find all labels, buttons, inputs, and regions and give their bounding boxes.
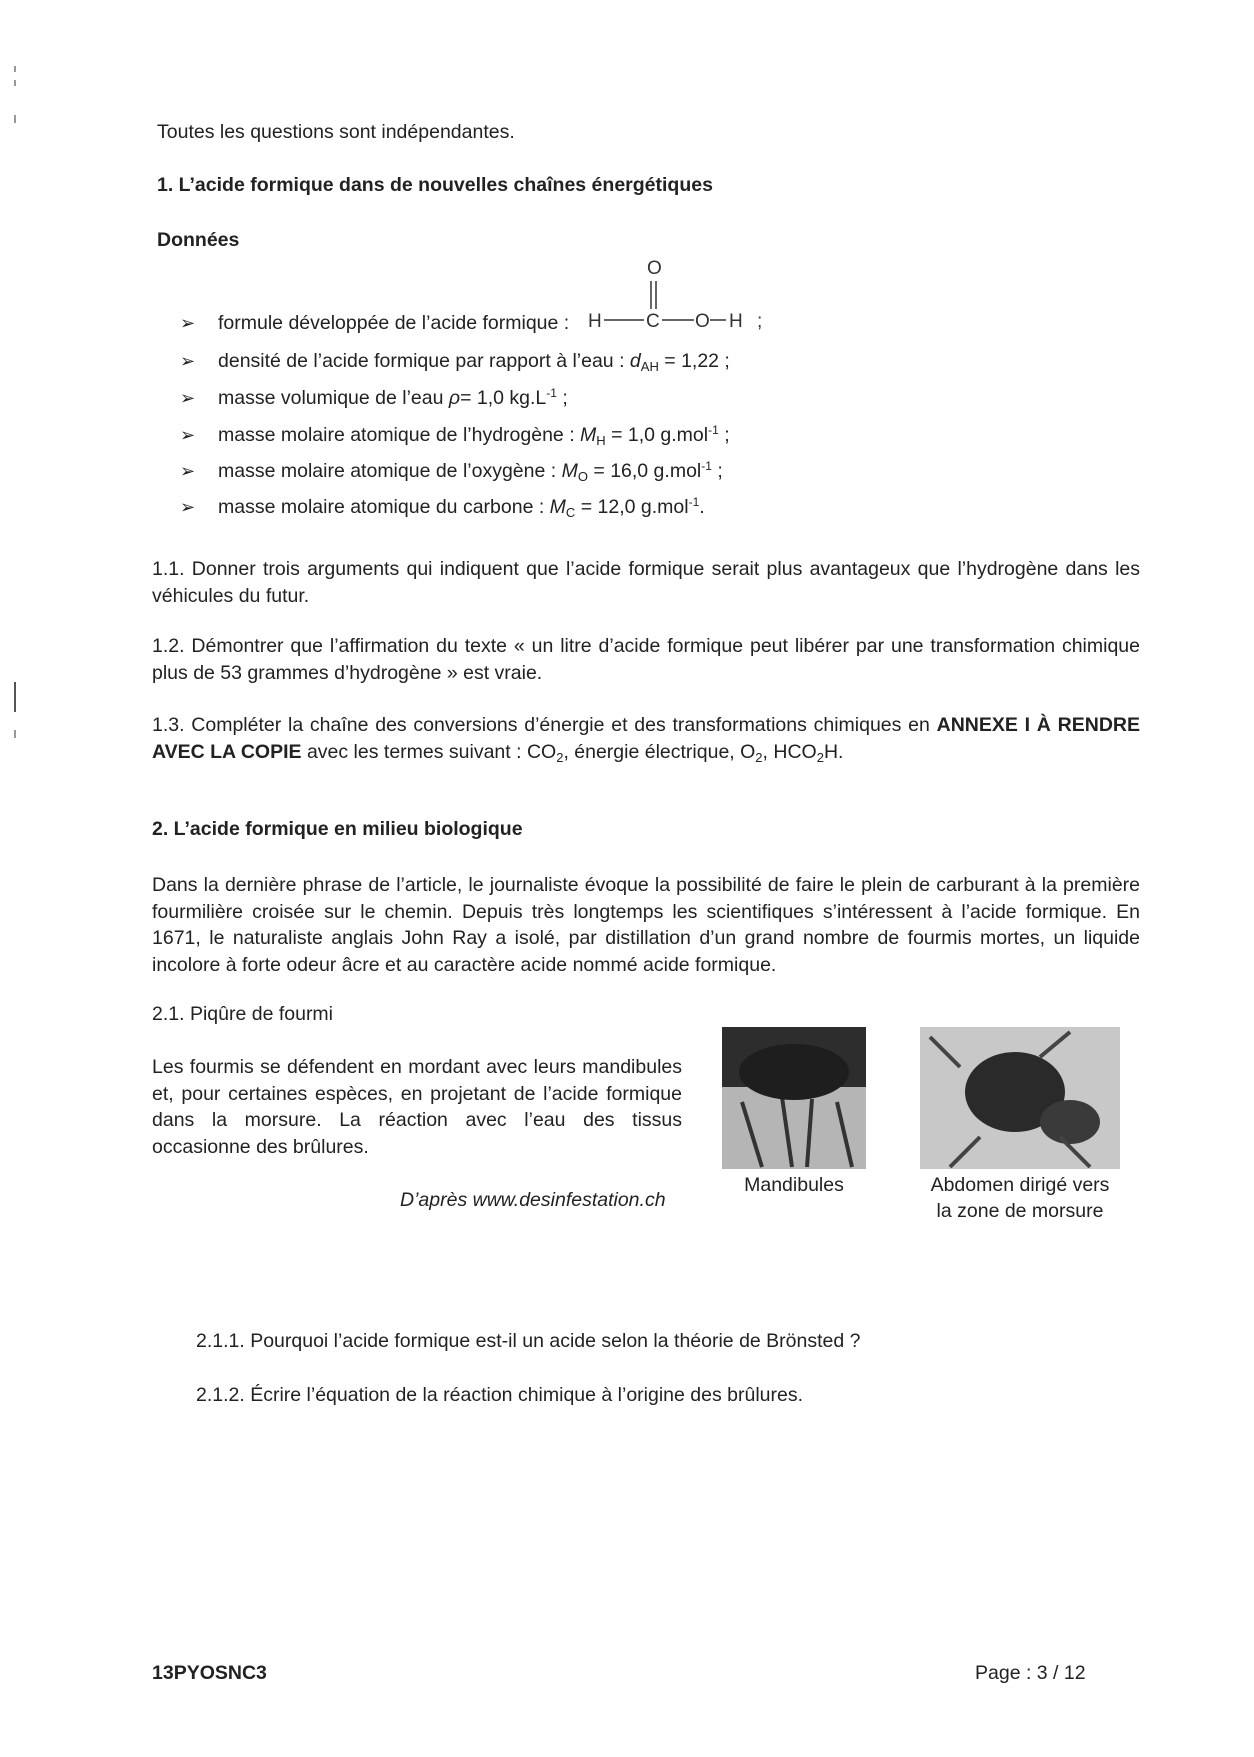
donnees-title: Données	[157, 229, 240, 251]
atom-h-left: H	[588, 311, 602, 332]
bullet-mo: ➢ masse molaire atomique de l’oxygène : $M_O = 16,0$ g.mol$^{-1}$ ;	[180, 459, 723, 484]
atom-o-top: O	[647, 258, 662, 279]
scan-mark	[14, 682, 16, 712]
scan-mark	[14, 730, 16, 738]
question-2-1-2: 2.1.2. Écrire l’équation de la réaction chimique à l’origine des brûlures.	[196, 1384, 804, 1406]
source-credit: D’après www.desinfestation.ch	[400, 1189, 666, 1211]
footer-code: 13PYOSNC3	[152, 1662, 267, 1684]
caption-abdomen	[900, 1172, 1140, 1224]
footer-page-number: Page : 3 / 12	[975, 1662, 1086, 1684]
mandibles-photo	[722, 1027, 866, 1169]
arrow-bullet-icon: ➢	[180, 461, 196, 481]
abdomen-photo	[920, 1027, 1120, 1169]
scan-mark	[14, 66, 16, 72]
scan-mark	[14, 80, 16, 86]
question-2-1-1: 2.1.1. Pourquoi l’acide formique est-il un acide selon la théorie de Brönsted ?	[196, 1330, 861, 1352]
formic-acid-structure	[584, 254, 774, 334]
ant-description: Les fourmis se défendent en mordant avec leurs mandibules et, pour certaines espèces, en projetant de l’acide formique dans la morsure. La réaction avec l’eau des tissus occasionne des brûlures.	[152, 1056, 682, 1158]
section2-title: 2. L’acide formique en milieu biologique	[152, 818, 523, 840]
bullet-mc: ➢ masse molaire atomique du carbone : $M_C = 12,0$ g.mol$^{-1}$.	[180, 495, 705, 520]
section1-title: 1. L’acide formique dans de nouvelles chaînes énergétiques	[157, 174, 713, 196]
arrow-bullet-icon: ➢	[180, 388, 196, 408]
bullet-mh: ➢ masse molaire atomique de l’hydrogène : $M_H = 1,0$ g.mol$^{-1}$ ;	[180, 423, 730, 448]
atom-h-right: H	[729, 311, 743, 332]
caption-abdomen-line2: la zone de morsure	[936, 1200, 1104, 1222]
subsection-2-1-title: 2.1. Piqûre de fourmi	[152, 1003, 334, 1025]
formula-label: formule développée de l’acide formique :	[218, 312, 570, 334]
question-1-3: 1.3. Compléter la chaîne des conversions d’énergie et des transformations chimiques en ANNEXE I À RENDRE AVEC LA COPIE avec les termes suivant : $CO_2$, énergie électrique, $O_2$, $HCO_2H$.	[152, 714, 1140, 765]
formula-end: ;	[757, 311, 763, 332]
caption-mandibules: Mandibules	[744, 1174, 844, 1196]
question-1-2: 1.2. Démontrer que l’affirmation du texte « un litre d’acide formique peut libérer par une transformation chimique plus de 53 grammes d’hydrogène » est vraie.	[152, 635, 1140, 684]
arrow-bullet-icon: ➢	[180, 425, 196, 445]
bullet-rho: ➢ masse volumique de l’eau ρ= 1,0 $kg.L^{-1}$ ;	[180, 386, 568, 409]
bullet-density: ➢ densité de l’acide formique par rapport à l’eau : $d_{AH} = 1,22$ ;	[180, 350, 730, 374]
arrow-bullet-icon: ➢	[180, 351, 196, 371]
caption-abdomen-line1: Abdomen dirigé vers	[930, 1174, 1110, 1196]
question-1-1: 1.1. Donner trois arguments qui indiquent que l’acide formique serait plus avantageux que l’hydrogène dans les véhicules du futur.	[152, 558, 1140, 607]
arrow-bullet-icon: ➢	[180, 313, 196, 333]
atom-o-right: O	[695, 311, 710, 332]
formula-bullet	[180, 312, 569, 335]
intro-text: Toutes les questions sont indépendantes.	[157, 121, 515, 143]
arrow-bullet-icon: ➢	[180, 497, 196, 517]
scan-mark	[14, 115, 16, 123]
section2-paragraph: Dans la dernière phrase de l’article, le journaliste évoque la possibilité de faire le plein de carburant à la première fourmilière croisée sur le chemin. Depuis très longtemps les scientifiques s’intéressent à l’acide formique. En 1671, le naturaliste anglais John Ray a isolé, par distillation d’un grand nombre de fourmis mortes, un liquide incolore à forte odeur âcre et au caractère acide nommé acide formique.	[152, 874, 1140, 976]
atom-c: C	[646, 311, 660, 332]
